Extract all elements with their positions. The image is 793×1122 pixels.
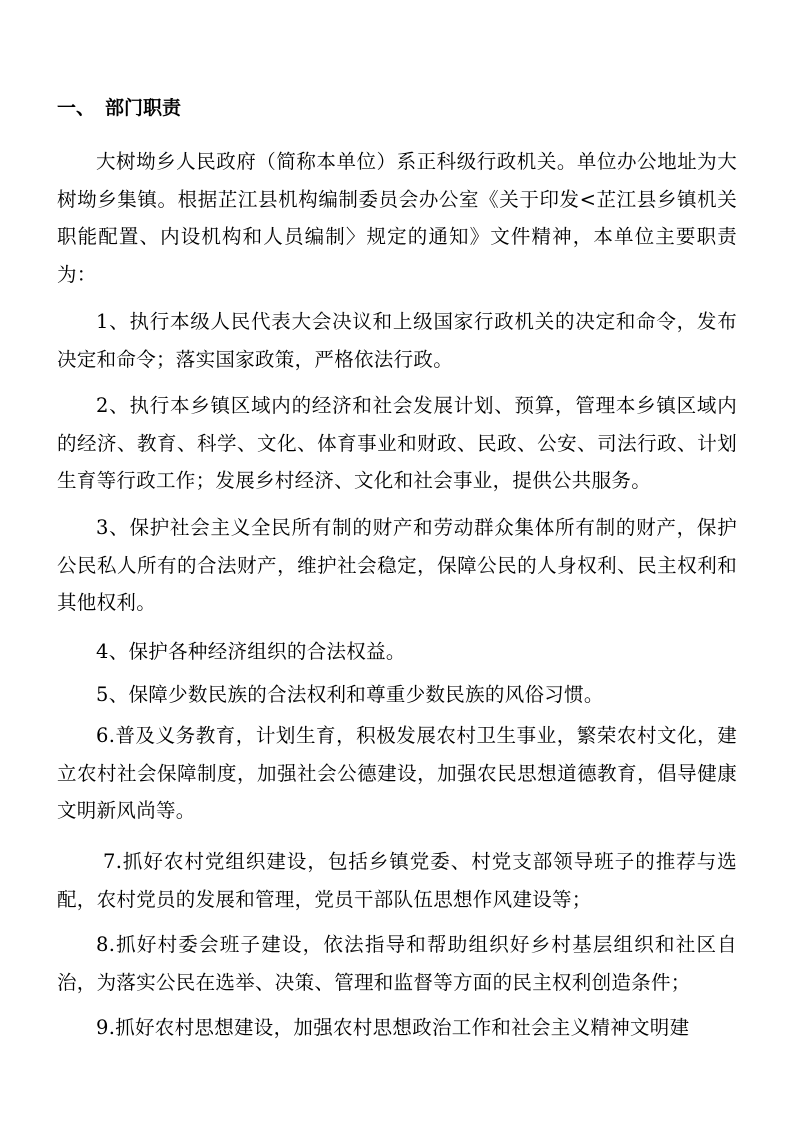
duty-item-6: 6.普及义务教育，计划生育，积极发展农村卫生事业，繁荣农村文化，建立农村社会保障制度，加强社会公德建设，加强农民思想道德教育，倡导健康文明新风尚等。	[57, 724, 737, 822]
duty-item-5: 5、保障少数民族的合法权利和尊重少数民族的风俗习惯。	[96, 683, 604, 706]
section-title: 部门职责	[105, 97, 182, 119]
duty-item-3: 3、保护社会主义全民所有制的财产和劳动群众集体所有制的财产，保护公民私人所有的合法财产，维护社会稳定，保障公民的人身权利、民主权利和其他权利。	[57, 516, 737, 614]
duty-item-9: 9.抓好农村思想建设，加强农村思想政治工作和社会主义精神文明建	[96, 1016, 690, 1039]
duty-item-2: 2、执行本乡镇区域内的经济和社会发展计划、预算，管理本乡镇区域内的经济、教育、科学、文化、体育事业和财政、民政、公安、司法行政、计划生育等行政工作；发展乡村经济、文化和社会事业，提供公共服务。	[57, 394, 737, 492]
section-heading	[57, 95, 181, 121]
duty-item-4: 4、保护各种经济组织的合法权益。	[96, 640, 406, 663]
intro-paragraph: 大树坳乡人民政府（简称本单位）系正科级行政机关。单位办公地址为大树坳乡集镇。根据芷江县机构编制委员会办公室《关于印发<芷江县乡镇机关职能配置、内设机构和人员编制〉规定的通知》文件精神，本单位主要职责为：	[57, 150, 737, 286]
section-number: 一、	[57, 97, 96, 119]
duty-item-7: 7.抓好农村党组织建设，包括乡镇党委、村党支部领导班子的推荐与选配，农村党员的发展和管理，党员干部队伍思想作风建设等；	[57, 850, 737, 911]
duty-item-8: 8.抓好村委会班子建设，依法指导和帮助组织好乡村基层组织和社区自治，为落实公民在选举、决策、管理和监督等方面的民主权利创造条件；	[57, 933, 737, 994]
duty-item-1: 1、执行本级人民代表大会决议和上级国家行政机关的决定和命令，发布决定和命令；落实国家政策，严格依法行政。	[57, 310, 737, 371]
